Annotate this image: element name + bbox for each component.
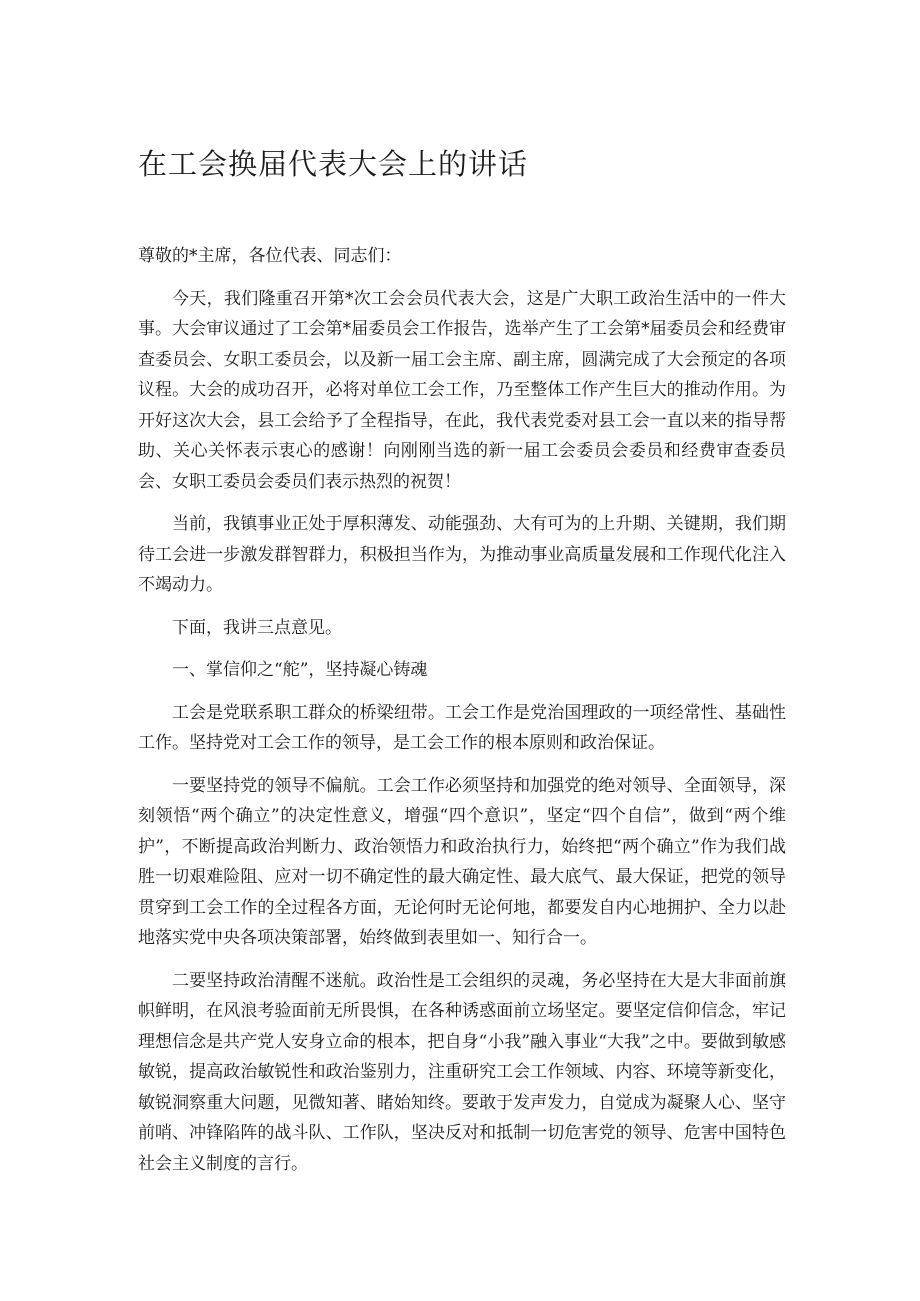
document-title: 在工会换届代表大会上的讲话 [138,147,529,181]
paragraph-union-bridge: 工会是党联系职工群众的桥梁纽带。工会工作是党治国理政的一项经常性、基础性工作。坚持党对工会工作的领导，是工会工作的根本原则和政治保证。 [138,702,786,753]
paragraph-intro-three-points: 下面，我讲三点意见。 [172,617,342,638]
paragraph-opening: 今天，我们隆重召开第*次工会会员代表大会，这是广大职工政治生活中的一件大事。大会审议通过了工会第*届委员会工作报告，选举产生了工会第*届委员会和经费审查委员会、女职工委员会，以及新一届工会主席、副主席，圆满完成了大会预定的各项议程。大会的成功召开，必将对单位工会工作，乃至整体工作产生巨大的推动作用。为开好这次大会，县工会给予了全程指导，在此，我代表党委对县工会一直以来的指导帮助、关心关怀表示衷心的感谢！向刚刚当选的新一届工会委员会委员和经费审查委员会、女职工委员会委员们表示热烈的祝贺！ [138,288,786,492]
paragraph-political-clarity: 二要坚持政治清醒不迷航。政治性是工会组织的灵魂，务必坚持在大是大非面前旗帜鲜明，在风浪考验面前无所畏惧，在各种诱惑面前立场坚定。要坚定信仰信念，牢记理想信念是共产党人安身立命的根本，把自身“小我”融入事业“大我”之中。要做到敏感敏锐，提高政治敏锐性和政治鉴别力，注重研究工会工作领域、内容、环境等新变化，敏锐洞察重大问题，见微知著、睹始知终。要敢于发声发力，自觉成为凝聚人心、坚守前哨、冲锋陷阵的战斗队、工作队，坚决反对和抵制一切危害党的领导、危害中国特色社会主义制度的言行。 [138,970,786,1174]
section-heading-1: 一、掌信仰之“舵”，坚持凝心铸魂 [172,660,428,680]
paragraph-current-situation: 当前，我镇事业正处于厚积薄发、动能强劲、大有可为的上升期、关键期，我们期待工会进一步激发群智群力，积极担当作为，为推动事业高质量发展和工作现代化注入不竭动力。 [138,514,786,595]
paragraph-party-leadership: 一要坚持党的领导不偏航。工会工作必须坚持和加强党的绝对领导、全面领导，深刻领悟“两个确立”的决定性意义，增强“四个意识”，坚定“四个自信”，做到“两个维护”，不断提高政治判断力、政治领悟力和政治执行力，始终把“两个确立”作为我们战胜一切艰难险阻、应对一切不确定性的最大确定性、最大底气、最大保证，把党的领导贯穿到工会工作的全过程各方面，无论何时无论何地，都要发自内心地拥护、全力以赴地落实党中央各项决策部署，始终做到表里如一、知行合一。 [138,775,786,948]
salutation: 尊敬的*主席，各位代表、同志们： [138,246,402,266]
document-body [138,241,786,1179]
